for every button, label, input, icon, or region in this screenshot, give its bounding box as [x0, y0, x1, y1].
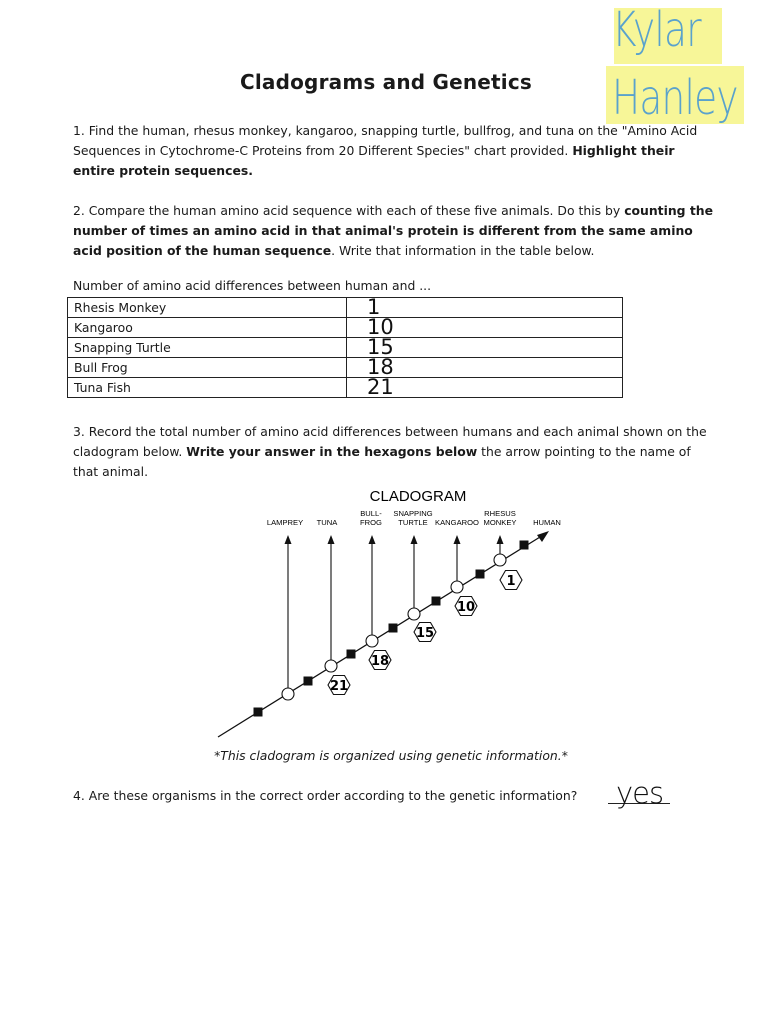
difference-count-cell: 15 [347, 338, 623, 358]
question-3-bold: Write your answer in the hexagons below [186, 444, 478, 459]
branch-arrowhead [285, 535, 292, 544]
character-square [389, 624, 398, 633]
hexagon-value: 10 [456, 600, 476, 615]
taxon-label: HUMAN [533, 518, 561, 527]
difference-count-cell: 21 [347, 378, 623, 398]
difference-count-cell: 1 [347, 298, 623, 318]
taxon-label: SNAPPING [393, 509, 433, 518]
question-2-text-end: . Write that information in the table below. [331, 243, 595, 258]
main-axis-line [218, 537, 540, 737]
branch-node [408, 608, 420, 620]
student-first-name: Kylar [612, 2, 701, 58]
cladogram-note: *This cladogram is organized using genetic information.* [214, 748, 568, 763]
main-axis-arrowhead [537, 531, 549, 542]
animal-name-cell: Tuna Fish [68, 378, 347, 398]
hexagon-value: 18 [370, 654, 390, 669]
student-last-name: Hanley [612, 70, 738, 126]
question-2-bold: counting the number of times an amino acid in that animal's protein is different from the same amino acid position of the human sequence [73, 203, 714, 258]
question-2-text-start: 2. Compare the human amino acid sequence with each of these five animals. Do this by [73, 203, 621, 218]
taxon-label: LAMPREY [266, 518, 304, 527]
question-4-answer: yes [616, 776, 664, 810]
branch-arrowhead [454, 535, 461, 544]
character-square [432, 597, 441, 606]
branch-arrowhead [497, 535, 504, 544]
animal-name-cell: Snapping Turtle [68, 338, 347, 358]
taxon-label: BULL- [360, 509, 382, 518]
hexagon-value: 15 [415, 626, 435, 641]
character-square [254, 708, 263, 717]
branch-node [494, 554, 506, 566]
taxon-label: KANGAROO [435, 518, 479, 527]
branch-node [325, 660, 337, 672]
question-3-text-end: the arrow pointing to the name of that animal. [73, 444, 691, 479]
taxon-label: TURTLE [398, 518, 428, 527]
hexagon-value: 21 [329, 679, 349, 694]
branch-node [451, 581, 463, 593]
table-caption: Number of amino acid differences between human and ... [73, 278, 432, 293]
question-1-bold: Highlight their entire protein sequences. [73, 143, 675, 178]
question-1-text: 1. Find the human, rhesus monkey, kangaroo, snapping turtle, bullfrog, and tuna on the "Amino Acid Sequences in Cytochrome-C Proteins from 20 Different Species" chart provided. [73, 123, 698, 158]
branch-arrowhead [328, 535, 335, 544]
difference-count-cell: 10 [347, 318, 623, 338]
branch-node [366, 635, 378, 647]
hexagon-value: 1 [506, 574, 516, 589]
character-square [520, 541, 529, 550]
taxon-label: MONKEY [483, 518, 517, 527]
difference-count-cell: 18 [347, 358, 623, 378]
character-square [476, 570, 485, 579]
question-3-text-start: 3. Record the total number of amino acid differences between humans and each animal shown on the cladogram below. [73, 424, 707, 459]
taxon-label: RHESUS [484, 509, 516, 518]
page-title: Cladograms and Genetics [239, 70, 533, 94]
animal-name-cell: Rhesis Monkey [68, 298, 347, 318]
animal-name-cell: Kangaroo [68, 318, 347, 338]
branch-arrowhead [369, 535, 376, 544]
branch-node [282, 688, 294, 700]
taxon-label: TUNA [316, 518, 338, 527]
character-square [347, 650, 356, 659]
question-4: 4. Are these organisms in the correct order according to the genetic information? [73, 788, 578, 803]
branch-arrowhead [411, 535, 418, 544]
cladogram-title: CLADOGRAM [369, 488, 467, 505]
taxon-label: FROG [360, 518, 382, 527]
character-square [304, 677, 313, 686]
animal-name-cell: Bull Frog [68, 358, 347, 378]
